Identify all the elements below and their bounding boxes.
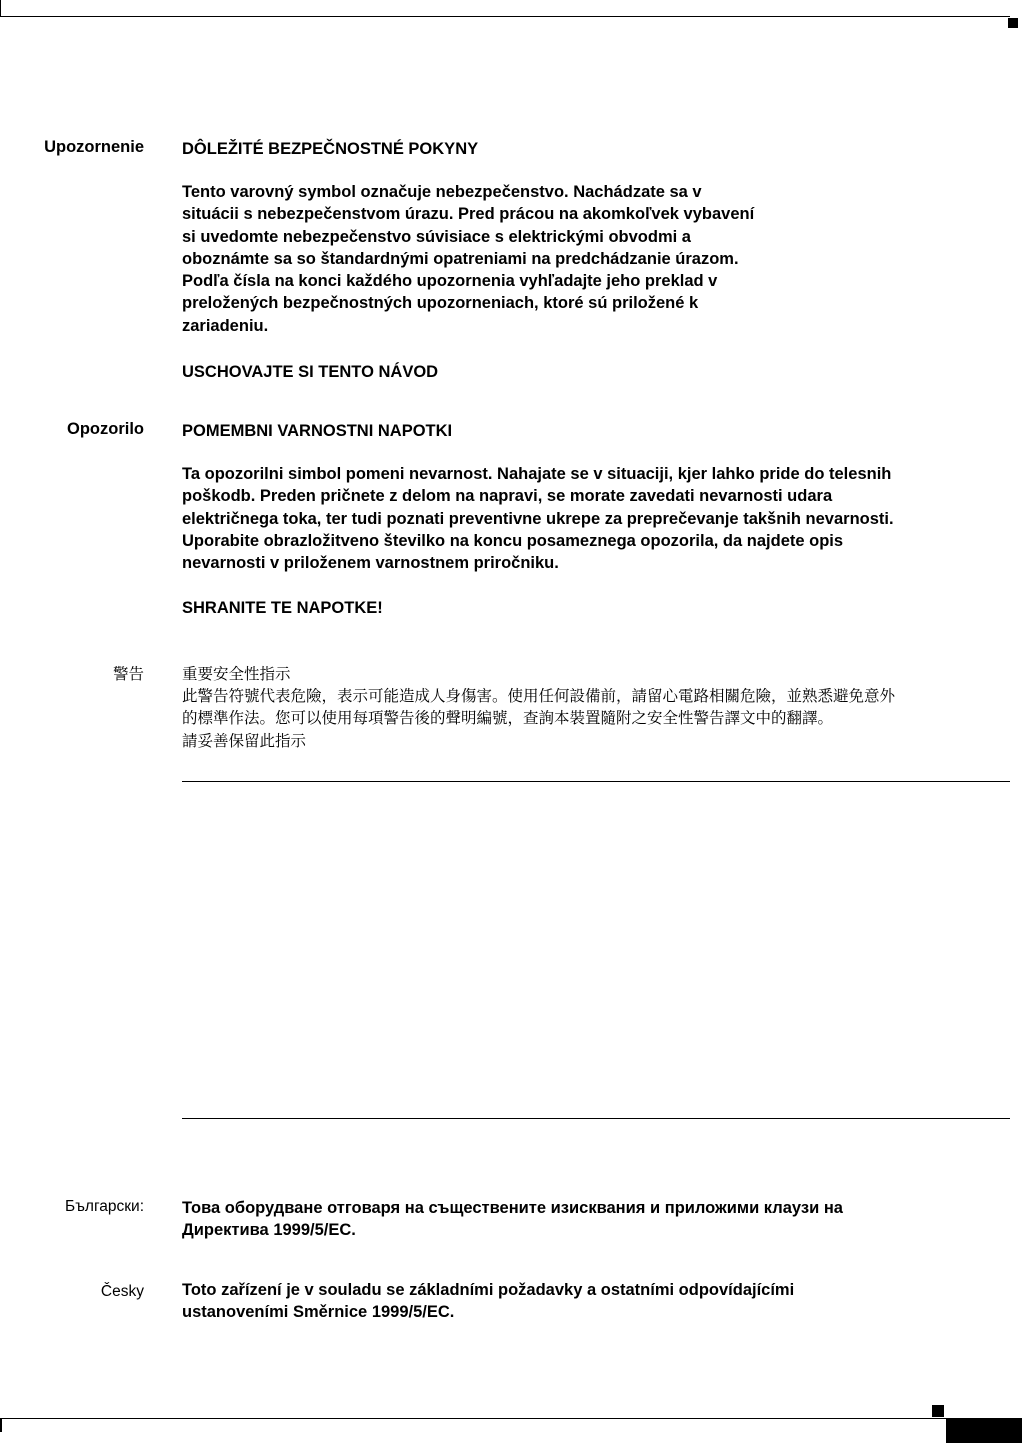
sk-line: Tento varovný symbol označuje nebezpečenstvo. Nachádzate sa v [182,183,702,201]
top-left-tick [0,0,1,17]
sl-line: nevarnosti v priloženem varnostnem priročniku. [182,554,559,573]
bottom-left-tick [0,1418,2,1432]
cs-line: Toto zařízení je v souladu se základními požadavky a ostatními odpovídajícími [182,1281,795,1299]
sk-line: preložených bezpečnostných upozorneniach, ktoré sú priložené k [182,294,699,313]
sl-line: poškodb. Preden pričnete z delom na napravi, se morate zavedati nevarnosti udara [182,487,833,506]
sl-line: Uporabite obrazložitveno številko na koncu posameznega opozorila, da najdete opis [182,531,844,550]
sk-line: Podľa čísla na konci každého upozornenia vyhľadajte jeho preklad v [182,272,718,291]
separator-rule [182,781,1010,782]
sl-closing: SHRANITE TE NAPOTKE! [182,599,383,617]
sk-line: zariadeniu. [182,316,269,335]
sk-paragraph [182,181,754,337]
separator-rule [182,1118,1010,1119]
top-right-marker [1008,18,1018,28]
bg-paragraph [182,1197,843,1242]
cs-line: ustanoveními Směrnice 1999/5/EC. [182,1303,455,1322]
sk-closing: USCHOVAJTE SI TENTO NÁVOD [182,363,439,381]
zh-block [182,663,895,752]
bottom-border-rule [0,1418,1022,1419]
label-warning-zh: 警告 [112,665,144,683]
sl-title: POMEMBNI VARNOSTNI NAPOTKI [182,422,453,440]
sk-line: si uvedomte nebezpečenstvo súvisiace s elektrickými obvodmi a [182,227,691,246]
bg-line: Това оборудване отговаря на съществените изисквания и приложими клаузи на [182,1199,843,1217]
top-border-rule [0,16,1010,17]
zh-line: 的標準作法。您可以使用每項警告後的聲明編號，查詢本裝置隨附之安全性警告譯文中的翻譯。 [182,709,834,728]
bg-line: Директива 1999/5/EC. [182,1221,356,1240]
label-bulgarian: Български: [65,1198,144,1215]
sl-paragraph [182,463,894,574]
zh-line: 請妥善保留此指示 [182,731,307,750]
cs-paragraph [182,1279,794,1324]
page-number-tab [946,1419,1022,1443]
zh-title: 重要安全性指示 [182,665,291,683]
zh-line: 此警告符號代表危險，表示可能造成人身傷害。使用任何設備前，請留心電路相關危險，並熟悉避免意外 [182,687,896,706]
sk-line: situácii s nebezpečenstvom úrazu. Pred prácou na akomkoľvek vybavení [182,205,755,224]
sl-line: Ta opozorilni simbol pomeni nevarnost. Nahajate se v situaciji, kjer lahko pride do telesnih [182,465,892,483]
label-opozorilo: Opozorilo [67,420,144,438]
label-czech: Česky [100,1283,144,1300]
sk-title: DÔLEŽITÉ BEZPEČNOSTNÉ POKYNY [182,140,479,158]
sk-line: oboznámte sa so štandardnými opatreniami na predchádzanie úrazom. [182,249,739,268]
label-upozornenie: Upozornenie [44,138,144,156]
sl-line: električnega toka, ter tudi poznati preventivne ukrepe za preprečevanje takšnih nevarnosti. [182,509,894,528]
bottom-marker-small [932,1405,944,1417]
